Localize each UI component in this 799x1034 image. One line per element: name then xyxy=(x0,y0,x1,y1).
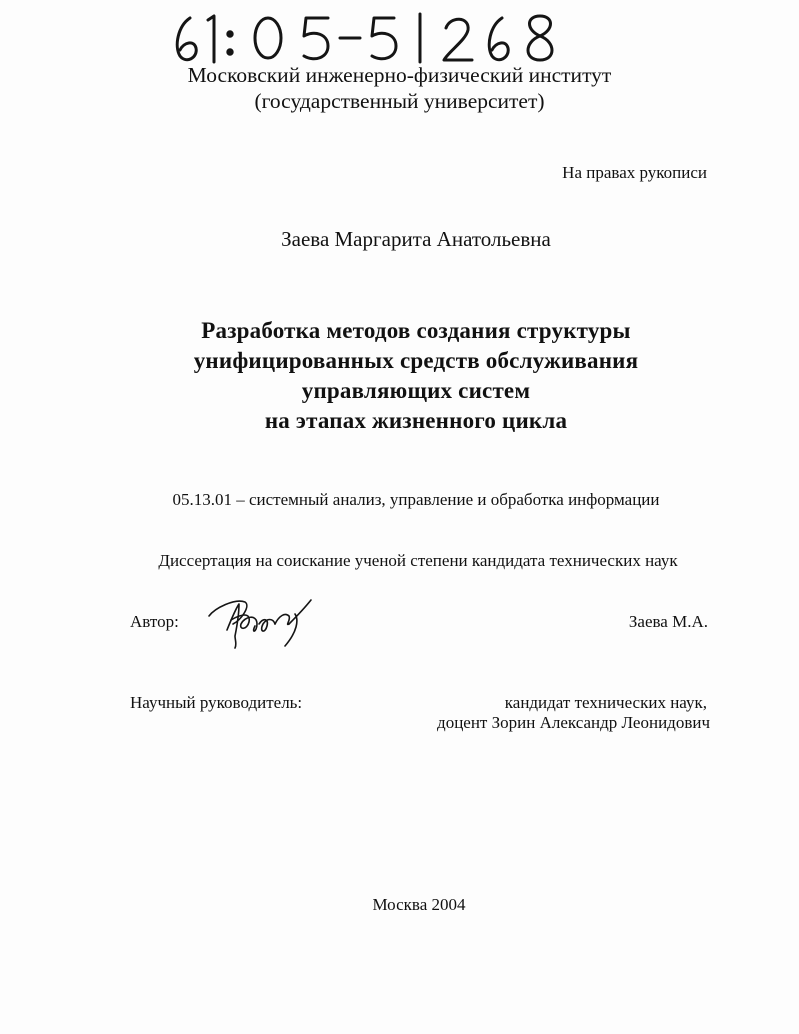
institute-status: (государственный университет) xyxy=(254,89,545,113)
title-line: Разработка методов создания структуры xyxy=(201,318,631,343)
degree-statement: Диссертация на соискание ученой степени кандидата технических наук xyxy=(158,551,678,570)
dissertation-title xyxy=(0,316,799,436)
supervisor-degree: кандидат технических наук, xyxy=(504,693,707,712)
title-line: управляющих систем xyxy=(301,378,531,403)
author-short-name: Заева М.А. xyxy=(628,612,708,631)
signature-drawing xyxy=(205,590,320,652)
city-and-year: Москва 2004 xyxy=(372,895,466,914)
author-full-name: Заева Маргарита Анатольевна xyxy=(281,227,551,251)
institute-name: Московский инженерно-физический институт xyxy=(187,63,612,87)
title-line: на этапах жизненного цикла xyxy=(264,408,568,433)
supervisor-name: доцент Зорин Александр Леонидович xyxy=(437,713,710,732)
supervisor-label: Научный руководитель: xyxy=(130,693,303,712)
title-line: унифицированных средств обслуживания xyxy=(193,348,639,373)
author-label: Автор: xyxy=(130,612,179,631)
author-signature xyxy=(205,590,320,652)
specialty-code: 05.13.01 – системный анализ, управление и обработка информации xyxy=(172,490,660,509)
manuscript-rights-note: На правах рукописи xyxy=(562,163,707,182)
handwritten-number-drawing xyxy=(168,8,568,68)
handwritten-registration-number xyxy=(168,8,568,68)
